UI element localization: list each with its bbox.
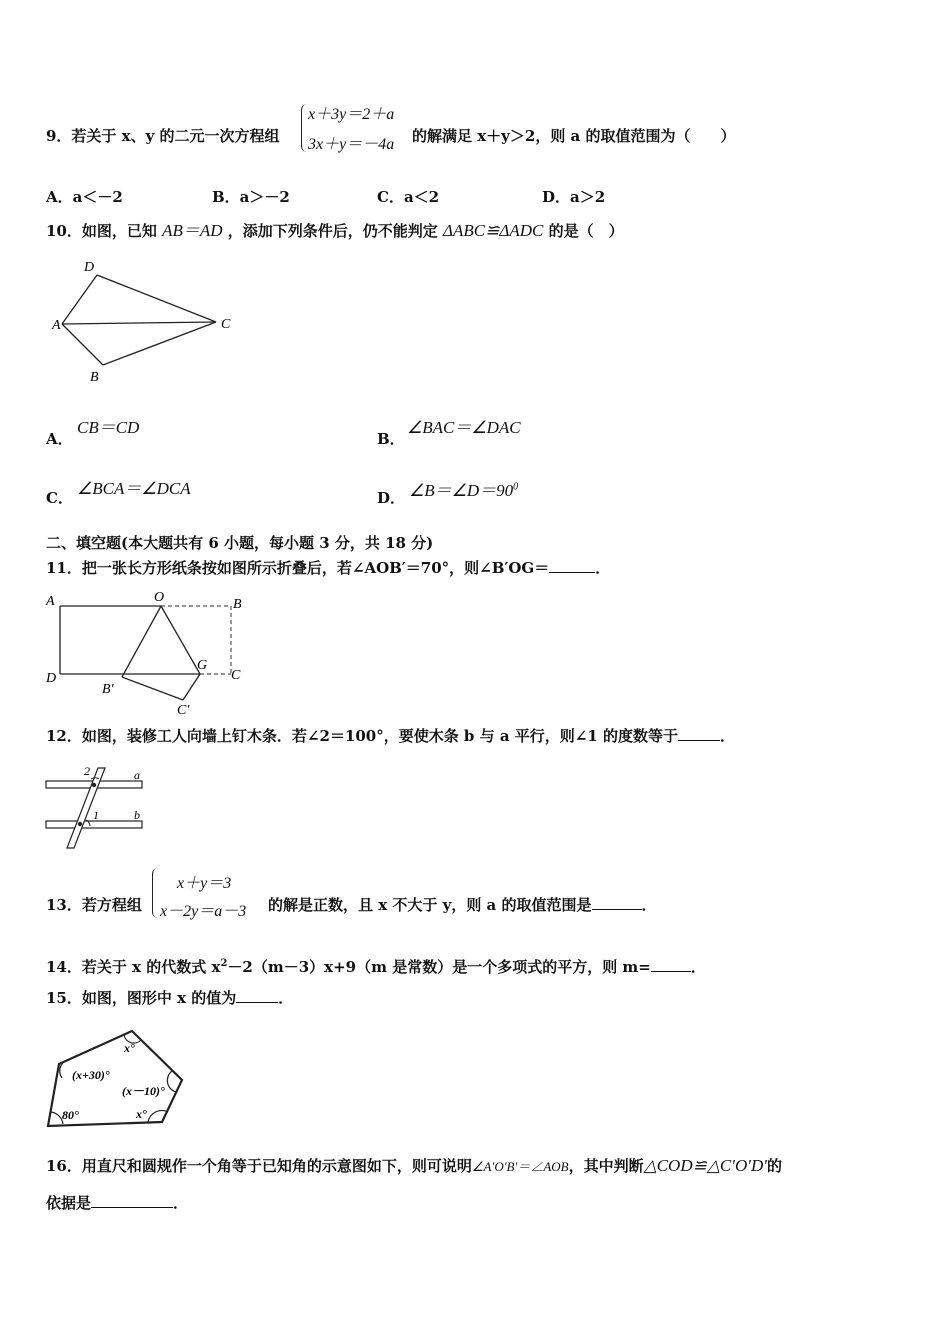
q10-kite-figure bbox=[46, 255, 246, 390]
q16-end: 的 bbox=[766, 1157, 782, 1175]
q16-middle: ，其中判断 bbox=[568, 1157, 644, 1175]
q14-line bbox=[46, 954, 706, 977]
q15-label-mid: (x－10)° bbox=[122, 1084, 165, 1098]
q15-line bbox=[46, 988, 293, 1008]
q11-folded-strip-figure bbox=[44, 587, 254, 717]
q10-option-a-math: CB＝CD bbox=[77, 418, 140, 437]
q11-label-b-prime: B′ bbox=[102, 682, 114, 697]
q12-label-2: 2 bbox=[84, 764, 90, 778]
q11-edge-c1g bbox=[183, 674, 200, 700]
q11-end: ． bbox=[595, 559, 611, 577]
q16-congruence: △COD≌△C′O′D′ bbox=[643, 1156, 767, 1175]
q11-fold-og bbox=[161, 606, 200, 674]
q10-label-a: A bbox=[52, 318, 61, 333]
q9-line bbox=[46, 126, 280, 146]
q10-option-c-math: ∠BCA＝∠DCA bbox=[77, 479, 191, 498]
q10-edge-bc bbox=[103, 322, 216, 365]
q16-prefix: 16．用直尺和圆规作一个角等于已知角的示意图如下，则可说明 bbox=[46, 1157, 472, 1175]
q12-slanted-strip bbox=[67, 768, 105, 848]
q10-option-d-key: D． bbox=[377, 489, 406, 507]
q9-suffix: 的解满足 x＋y＞2，则 a 的取值范围为（ ） bbox=[412, 127, 736, 145]
q15-label-left: (x+30)° bbox=[72, 1068, 110, 1082]
q16-line bbox=[46, 1156, 782, 1177]
q10-congruence: ΔABC≌ΔADC bbox=[443, 221, 544, 240]
q12-strip-b bbox=[46, 821, 142, 828]
q10-option-a-key: A． bbox=[46, 430, 73, 448]
q9-eq2: 3x＋y＝－4a bbox=[308, 136, 395, 153]
q16-line2-end: ． bbox=[173, 1194, 189, 1212]
q13-prefix: 13．若方程组 bbox=[46, 896, 142, 914]
q9-option-d: D．a＞2 bbox=[542, 188, 606, 206]
q12-label-b: b bbox=[134, 808, 140, 822]
q14-suffix: －2（m－3）x+9（m 是常数）是一个多项式的平方，则 m= bbox=[227, 958, 651, 976]
q10-label-c: C bbox=[221, 317, 231, 332]
q10-condition: AB＝AD bbox=[162, 221, 223, 240]
q13-eq2: x－2y＝a－3 bbox=[160, 903, 247, 920]
q11-edge-ob1 bbox=[122, 606, 161, 677]
q10-prefix: 10．如图，已知 bbox=[46, 222, 157, 240]
q15-pentagon-figure bbox=[44, 1020, 194, 1132]
q14-prefix: 14．若关于 x 的代数式 x bbox=[46, 958, 221, 976]
q10-option-d-text: ∠B＝∠D＝90 bbox=[409, 481, 514, 500]
q10-label-d: D bbox=[84, 260, 95, 275]
q14-answer-blank[interactable] bbox=[651, 971, 691, 972]
q12-line bbox=[46, 726, 735, 746]
q12-end: ． bbox=[720, 727, 736, 745]
q15-label-bottom-left: 80° bbox=[62, 1108, 79, 1122]
q11-label-o: O bbox=[154, 590, 165, 605]
q16-line2-text: 依据是 bbox=[46, 1194, 92, 1212]
q15-label-bottom-right: x° bbox=[136, 1107, 147, 1121]
q12-parallel-strips-figure bbox=[44, 760, 154, 852]
q13-suffix: 的解是正数，且 x 不大于 y，则 a 的取值范围是 bbox=[268, 896, 592, 914]
q11-label-g: G bbox=[197, 658, 208, 673]
q10-option-c-key: C． bbox=[46, 489, 73, 507]
q11-line bbox=[46, 558, 610, 578]
q15-label-top: x° bbox=[124, 1041, 135, 1055]
q10-option-b-math: ∠BAC＝∠DAC bbox=[407, 418, 521, 437]
q14-end: ． bbox=[690, 958, 706, 976]
q14-exponent: 2 bbox=[220, 958, 228, 969]
q10-middle: ，添加下列条件后，仍不能判定 bbox=[227, 222, 438, 240]
q13-line-rest bbox=[268, 895, 657, 915]
q10-edge-ab bbox=[62, 324, 103, 365]
q11-label-c: C bbox=[231, 668, 241, 683]
q10-edge-dc bbox=[97, 275, 216, 322]
q12-nail-bottom bbox=[78, 822, 82, 826]
q9-option-c: C．a＜2 bbox=[377, 188, 440, 206]
q16-angle-statement: ∠A′O′B′＝∠AOB bbox=[471, 1159, 569, 1174]
q10-label-b: B bbox=[90, 370, 99, 385]
q9-prefix: 9．若关于 x、y 的二元一次方程组 bbox=[46, 127, 280, 145]
q13-eq1: x＋y＝3 bbox=[177, 875, 232, 892]
q16-answer-blank[interactable] bbox=[91, 1207, 173, 1208]
q16-line2 bbox=[46, 1193, 188, 1213]
q12-label-1: 1 bbox=[93, 808, 99, 822]
q10-option-d-math bbox=[409, 476, 518, 501]
q9-option-b: B．a＞－2 bbox=[212, 188, 290, 206]
q9-eq1: x＋3y＝2＋a bbox=[308, 106, 395, 123]
q12-nail-top bbox=[92, 783, 96, 787]
q10-suffix: 的是（ ） bbox=[548, 222, 624, 240]
q11-label-d: D bbox=[46, 671, 57, 686]
q11-label-b: B bbox=[233, 597, 242, 612]
q10-edge-ad bbox=[62, 275, 97, 324]
q12-text: 12．如图，装修工人向墙上钉木条．若∠2＝100°，要使木条 b 与 a 平行，则∠1 的度数等于 bbox=[46, 727, 679, 745]
q15-answer-blank[interactable] bbox=[236, 1002, 278, 1003]
q10-option-b-key: B． bbox=[377, 430, 405, 448]
q13-answer-blank[interactable] bbox=[592, 909, 642, 910]
q10-line bbox=[46, 221, 624, 241]
q11-text: 11．把一张长方形纸条按如图所示折叠后，若∠AOB′＝70°，则∠B′OG＝ bbox=[46, 559, 550, 577]
q15-end: ． bbox=[278, 989, 294, 1007]
q15-text: 15．如图，图形中 x 的值为 bbox=[46, 989, 237, 1007]
q12-label-a: a bbox=[134, 768, 140, 782]
q11-label-a: A bbox=[46, 594, 55, 609]
q11-edge-b1c1 bbox=[122, 677, 183, 700]
q12-answer-blank[interactable] bbox=[678, 740, 720, 741]
q13-end: ． bbox=[641, 896, 657, 914]
q11-answer-blank[interactable] bbox=[549, 572, 595, 573]
q11-label-c-prime: C′ bbox=[177, 703, 190, 717]
q10-edge-ac bbox=[62, 322, 216, 324]
q9-option-a: A．a＜－2 bbox=[46, 188, 123, 206]
q10-option-d-sup: 0 bbox=[513, 481, 519, 493]
section-2-heading: 二、填空题(本大题共有 6 小题，每小题 3 分，共 18 分) bbox=[46, 534, 434, 552]
